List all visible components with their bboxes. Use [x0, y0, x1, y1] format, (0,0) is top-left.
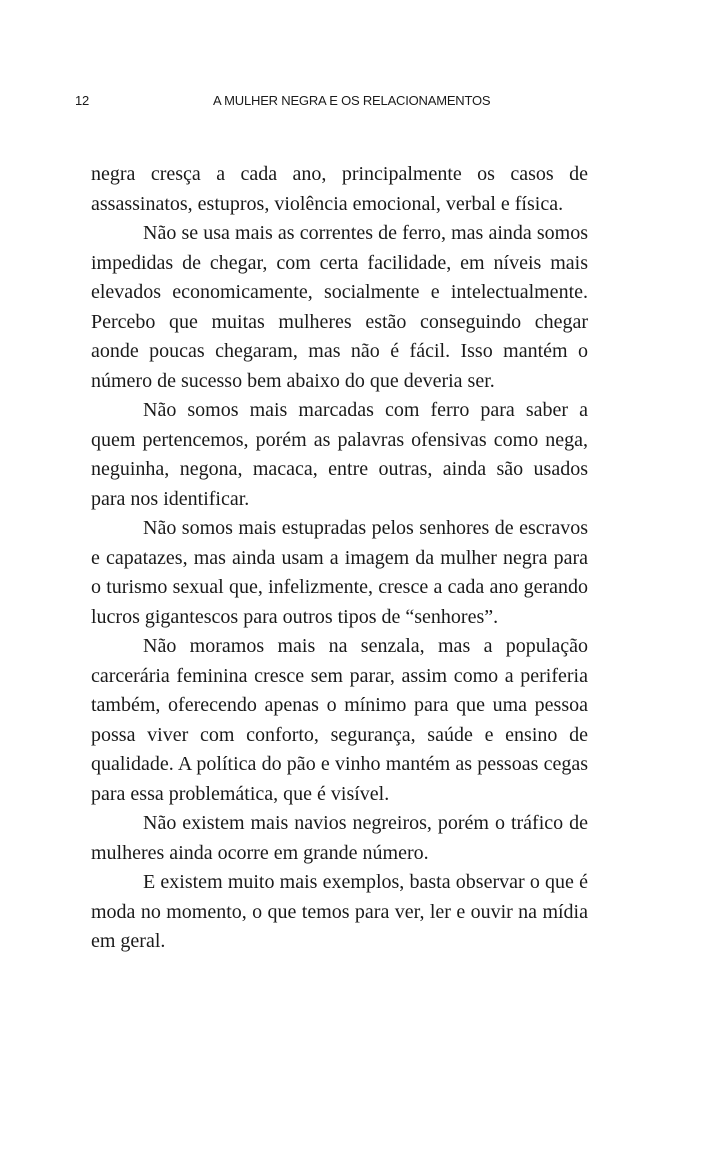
paragraph: Não se usa mais as correntes de ferro, mas ainda somos impedidas de chegar, com certa facilidade, em níveis mais elevados economicamente, socialmente e intelectualmente. Percebo que muitas mulheres estão conseguindo chegar aonde poucas chegaram, mas não é fácil. Isso mantém o número de sucesso bem abaixo do que deveria ser.: [91, 222, 588, 392]
paragraph: Não somos mais estupradas pelos senhores de escravos e capatazes, mas ainda usam a imagem da mulher negra para o turismo sexual que, infelizmente, cresce a cada ano gerando lucros gigantescos para outros tipos de “senhores”.: [91, 517, 588, 628]
paragraph: Não moramos mais na senzala, mas a população carcerária feminina cresce sem parar, assim como a periferia também, oferecendo apenas o mínimo para que uma pessoa possa viver com conforto, segurança, saúde e ensino de qualidade. A política do pão e vinho mantém as pessoas cegas para essa problemática, que é visível.: [91, 635, 588, 805]
running-title: A MULHER NEGRA E OS RELACIONAMENTOS: [213, 93, 491, 108]
page-number: 12: [75, 93, 90, 108]
paragraph: negra cresça a cada ano, principalmente os casos de assassinatos, estupros, violência emocional, verbal e física.: [91, 163, 588, 215]
running-header: [0, 93, 708, 115]
paragraph: Não existem mais navios negreiros, porém o tráfico de mulheres ainda ocorre em grande número.: [91, 812, 588, 864]
paragraph: Não somos mais marcadas com ferro para saber a quem pertencemos, porém as palavras ofensivas como nega, neguinha, negona, macaca, entre outras, ainda são usados para nos identificar.: [91, 399, 588, 510]
paragraph: E existem muito mais exemplos, basta observar o que é moda no momento, o que temos para ver, ler e ouvir na mídia em geral.: [91, 871, 588, 952]
body-text: [91, 160, 588, 957]
